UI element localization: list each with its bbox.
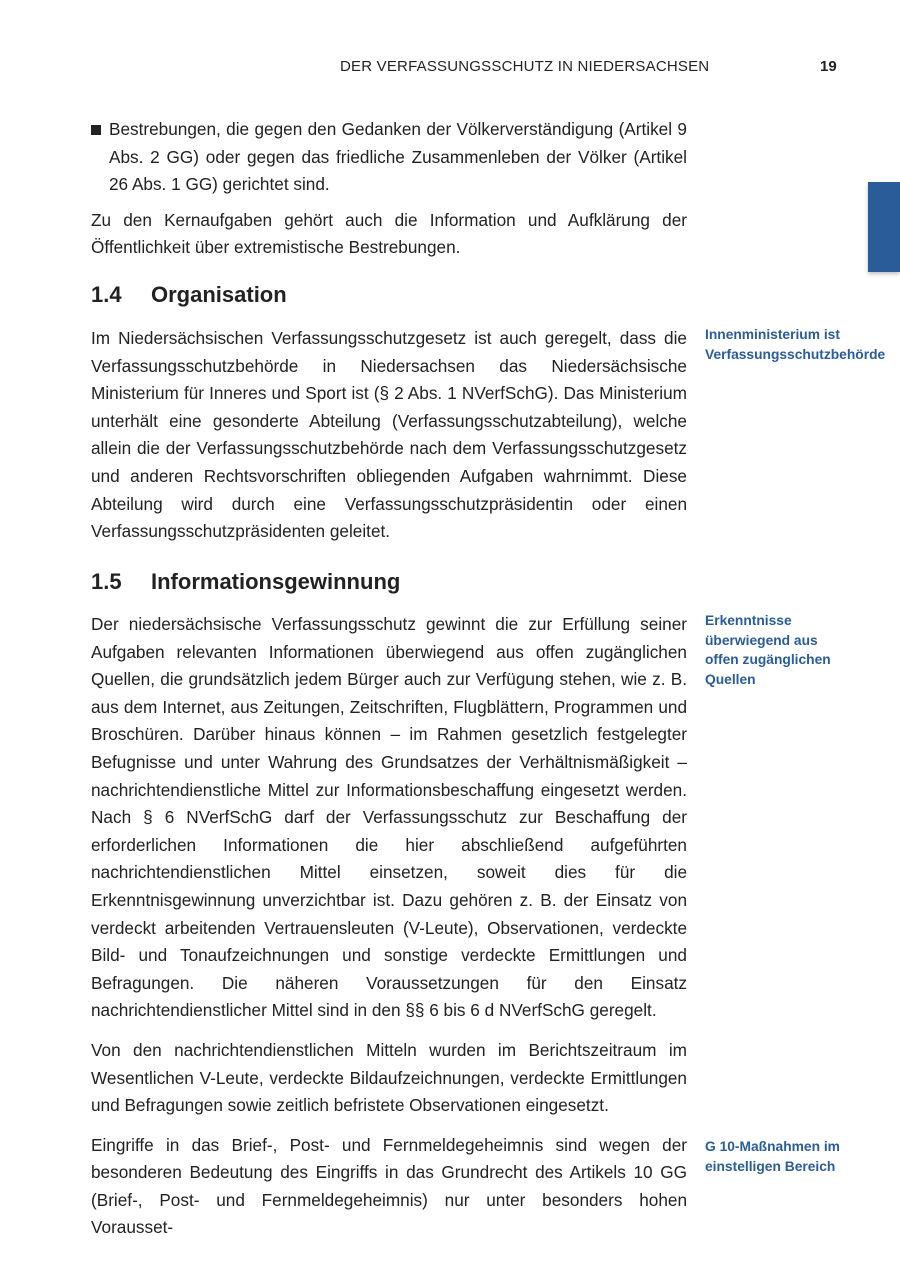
list-item bbox=[91, 116, 687, 199]
page-number: 19 bbox=[820, 58, 837, 75]
intro-paragraph: Zu den Kernaufgaben gehört auch die Information und Aufklärung der Öffentlichkeit über extremistische Bestrebungen. bbox=[91, 209, 687, 258]
intro-block bbox=[91, 116, 687, 262]
square-bullet-icon bbox=[91, 125, 101, 135]
section-heading-1-5 bbox=[91, 569, 400, 595]
informationsgewinnung-text bbox=[91, 611, 687, 1242]
chapter-edge-tab bbox=[868, 182, 900, 272]
paragraph-means-used: Von den nachrichtendienstlichen Mitteln wurden im Berichtszeitraum im Wesentlichen V-Leute, verdeckte Bildaufzeichnungen, verdeckte Ermittlungen und Befragungen sowie zeitlich befristete Observationen eingesetzt. bbox=[91, 1039, 687, 1116]
paragraph-sources: Der niedersächsische Verfassungsschutz gewinnt die zur Erfüllung seiner Aufgaben relevanten Informationen überwiegend aus offen zugänglichen Quellen, die grundsätzlich jedem Bürger auch zur Verfügung stehen, wie z. B. aus dem Internet, aus Zeitungen, Zeitschriften, Flugblättern, Programmen und Broschüren. Darüber hinaus können – im Rahmen gesetzlich festgelegter Befugnisse und unter Wahrung des Grundsatzes der Verhältnismäßigkeit – nachrichtendienstliche Mittel zur Informationsbeschaffung eingesetzt werden. Nach § 6 NVerfSchG darf der Verfassungsschutz zur Beschaffung der erforderlichen Informationen die hier abschließend aufgeführten nachrichtendienstlichen Mittel einsetzen, soweit dies für die Erkenntnisgewinnung unverzichtbar ist. Dazu gehören z. B. der Einsatz von verdeckt arbeitenden Vertrauensleuten (V-Leute), Observationen, verdeckte Bild- und Tonaufzeichnungen und sonstige verdeckte Ermittlungen und Befragungen. Die näheren Voraussetzungen für den Einsatz nachrichtendienstlicher Mittel sind in den §§ 6 bis 6 d NVerfSchG geregelt. bbox=[91, 614, 687, 1021]
paragraph-g10: Eingriffe in das Brief-, Post- und Fernmeldegeheimnis sind wegen der besonderen Bedeutung des Eingriffs in das Grundrecht des Artikels 10 GG (Brief-, Post- und Fernmeldegeheimnis) nur unter besonders hohen Vorausset- bbox=[91, 1134, 687, 1238]
margin-note-erkenntnisse: Erkenntnisse überwiegend aus offen zugänglichen Quellen bbox=[705, 613, 831, 687]
organisation-paragraph: Im Niedersächsischen Verfassungsschutzgesetz ist auch geregelt, dass die Verfassungsschutzbehörde in Niedersachsen das Niedersächsische Ministerium für Inneres und Sport ist (§ 2 Abs. 1 NVerfSchG). Das Ministerium unterhält eine gesonderte Abteilung (Verfassungsschutzabteilung), welche allein die der Verfassungsschutzbehörde nach dem Verfassungsschutzgesetz und anderen Rechtsvorschriften obliegenden Aufgaben wahrnimmt. Diese Abteilung wird durch eine Verfassungsschutzpräsidentin oder einen Verfassungsschutzpräsidenten geleitet. bbox=[91, 328, 687, 542]
section-title: Informationsgewinnung bbox=[151, 569, 401, 594]
section-title: Organisation bbox=[151, 282, 287, 307]
section-heading-1-4 bbox=[91, 282, 287, 308]
margin-note-g10: G 10-Maßnahmen im einstelligen Bereich bbox=[705, 1139, 840, 1174]
section-number: 1.5 bbox=[91, 569, 122, 594]
section-number: 1.4 bbox=[91, 282, 122, 307]
margin-note-innenministerium: Innenministerium ist Verfassungsschutzbehörde bbox=[705, 327, 886, 362]
running-title: DER VERFASSUNGSSCHUTZ IN NIEDERSACHSEN bbox=[340, 58, 710, 75]
bullet-text: Bestrebungen, die gegen den Gedanken der Völkerverständigung (Artikel 9 Abs. 2 GG) oder gegen das friedliche Zusammenleben der Völker (Artikel 26 Abs. 1 GG) gerichtet sind. bbox=[109, 119, 687, 195]
